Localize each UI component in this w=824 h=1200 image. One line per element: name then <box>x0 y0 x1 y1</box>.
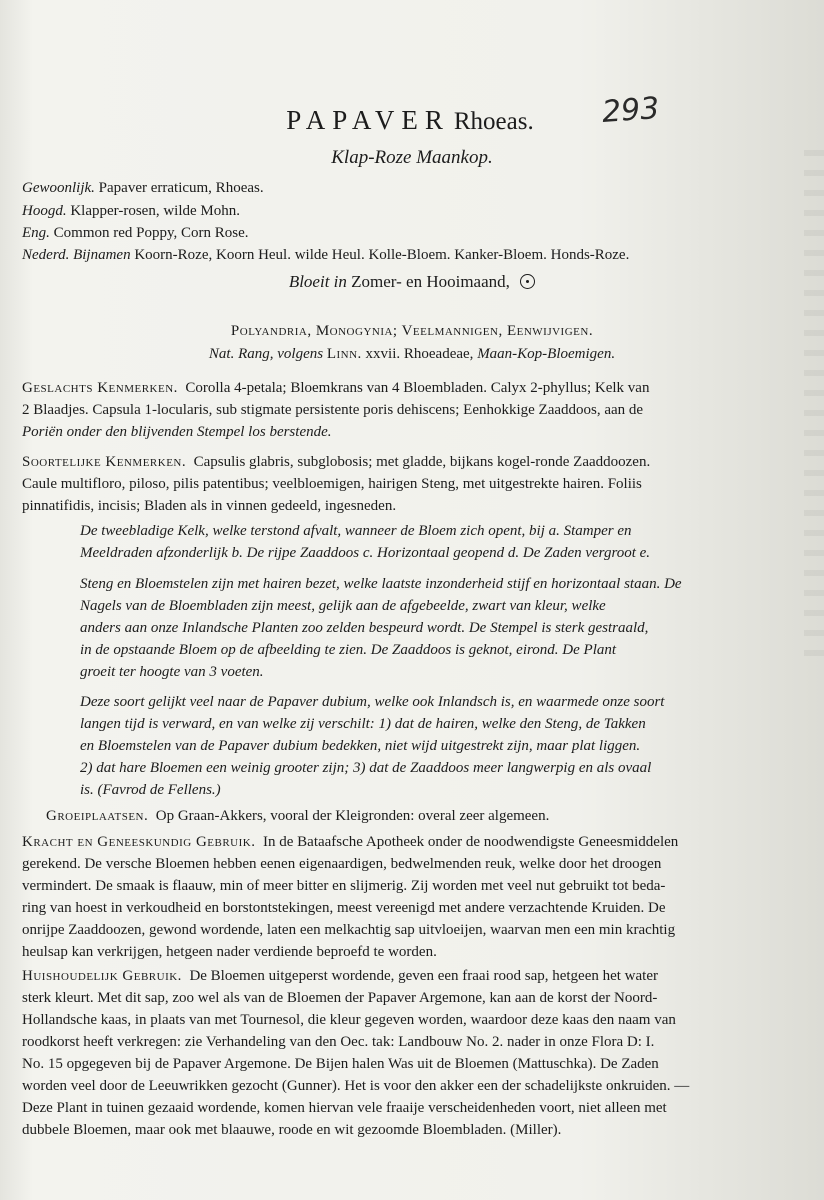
flowering-line <box>0 272 824 292</box>
synonym-text: Koorn-Roze, Koorn Heul. wilde Heul. Kolle-Bloem. Kanker-Bloem. Honds-Roze. <box>134 247 630 263</box>
body-line: anders aan onze Inlandsche Planten zoo zelden bespeurd wordt. De Stempel is sterk gestraald, <box>80 620 649 636</box>
section-heading-household: Huishoudelijk Gebruik. <box>22 968 182 984</box>
section-heading-medicine: Kracht en Geneeskundig Gebruik. <box>22 834 256 850</box>
body-line: dubbele Bloemen, maar ook met blaauwe, roode en wit gezoomde Bloembladen. (Miller). <box>22 1122 562 1138</box>
body-line: gerekend. De versche Bloemen hebben eenen eigenaardigen, bedwelmenden reuk, welke door het droogen <box>22 856 662 872</box>
flowering-prefix: Bloeit in <box>288 272 347 291</box>
section-heading-habitat: Groeiplaatsen. <box>46 808 149 824</box>
body-line: is. (Favrod de Fellens.) <box>80 782 221 798</box>
body-line: in de opstaande Bloem op de afbeelding te zien. De Zaaddoos is geknot, eirond. De Plant <box>80 642 617 658</box>
perennial-symbol-icon <box>520 274 535 289</box>
body-line: 2 Blaadjes. Capsula 1-locularis, sub stigmate persistente poris dehiscens; Eenhokkige Zaaddoos, aan de <box>22 402 644 418</box>
synonym-line <box>22 225 249 242</box>
body-line <box>22 968 658 985</box>
body-line: langen tijd is verward, en van welke zij verschilt: 1) dat de hairen, welke den Steng, de Takken <box>80 716 646 732</box>
body-text: De Bloemen uitgeperst wordende, geven een fraai rood sap, hetgeen het water <box>189 968 658 984</box>
body-line: ring van hoest in verkoudheid en borstontstekingen, meest vereenigd met andere verzachtende Kruiden. De <box>22 900 666 916</box>
body-line: sterk kleurt. Met dit sap, zoo wel als van de Bloemen der Papaver Argemone, kan aan de korst der Noord- <box>22 990 658 1006</box>
flowering-text: Zomer- en Hooimaand, <box>351 272 510 291</box>
body-line: Nagels van de Bloembladen zijn meest, gelijk aan de afgebeelde, zwart van kleur, welke <box>80 598 606 614</box>
dutch-name: Klap-Roze Maankop. <box>331 147 493 168</box>
body-text: Capsulis glabris, subglobosis; met gladde, bijkans kogel-ronde Zaaddoozen. <box>193 454 651 470</box>
body-line: De tweebladige Kelk, welke terstond afvalt, wanneer de Bloem zich opent, bij a. Stamper en <box>80 523 632 539</box>
synonym-text: Common red Poppy, Corn Rose. <box>53 225 249 241</box>
body-text: Op Graan-Akkers, vooral der Kleigronden: overal zeer algemeen. <box>155 808 550 824</box>
body-line: Hollandsche kaas, in plaats van met Tournesol, die kleur gegeven worden, waardoor deze kaas den naam van <box>22 1012 676 1028</box>
body-line: 2) dat hare Bloemen een weinig grooter zijn; 3) dat de Zaaddoos meer langwerpig en als ovaal <box>80 760 652 776</box>
species-name: Rhoeas. <box>453 108 534 135</box>
body-line: worden veel door de Leeuwrikken gezocht (Gunner). Het is voor den akker een der schadelijkste onkruiden. — <box>22 1078 690 1094</box>
body-text: In de Bataafsche Apotheek onder de noodwendigste Geneesmiddelen <box>263 834 679 850</box>
synonym-text: Papaver erraticum, Rhoeas. <box>98 180 264 196</box>
body-line <box>22 834 678 851</box>
body-line <box>22 380 649 397</box>
body-line: pinnatifidis, incisis; Bladen als in vinnen gedeeld, ingesneden. <box>22 498 397 514</box>
synonym-label: Hoogd. <box>22 203 67 219</box>
body-line: Meeldraden afzonderlijk b. De rijpe Zaaddoos c. Horizontaal geopend d. De Zaden vergroot e. <box>80 545 651 561</box>
synonym-line <box>22 203 240 220</box>
body-line: roodkorst heeft verkregen: zie Verhandeling van den Oec. tak: Landbouw No. 2. nader in onze Flora D: I. <box>22 1034 655 1050</box>
natural-rank-order: xxvii. Rhoeadeae, <box>365 346 474 362</box>
body-text: Corolla 4-petala; Bloemkrans van 4 Bloembladen. Calyx 2-phyllus; Kelk van <box>185 380 650 396</box>
body-line: Steng en Bloemstelen zijn met hairen bezet, welke laatste inzonderheid stijf en horizontaal staan. De <box>80 576 682 592</box>
natural-rank-label: Nat. Rang, volgens <box>208 346 324 362</box>
body-line: Deze soort gelijkt veel naar de Papaver dubium, welke ook Inlandsch is, en waarmede onze soort <box>80 694 665 710</box>
natural-rank-dutch: Maan-Kop-Bloemigen. <box>477 346 616 362</box>
section-heading-genus: Geslachts Kenmerken. <box>22 380 178 396</box>
body-line: onrijpe Zaaddoozen, gewond wordende, laten een melkachtig sap uitvloeijen, waarvan men een min krachtig <box>22 922 676 938</box>
linnaean-class: Polyandria, Monogynia; Veelmannigen, Eenwijvigen. <box>230 323 594 339</box>
synonym-label: Gewoonlijk. <box>22 180 95 196</box>
synonym-label: Eng. <box>22 225 50 241</box>
linnaeus-name: Linn. <box>326 346 362 362</box>
body-line: en Bloemstelen van de Papaver dubium bedekken, niet wijd uitgestrekt zijn, maar plat liggen. <box>80 738 641 754</box>
section-heading-species: Soortelijke Kenmerken. <box>22 454 187 470</box>
body-line: Poriën onder den blijvenden Stempel los berstende. <box>22 424 332 440</box>
synonym-line <box>22 180 264 197</box>
synonym-line <box>22 247 629 264</box>
body-line: vermindert. De smaak is flaauw, min of meer bitter en slijmerig. Zij worden met veel nut gebruikt tot beda- <box>22 878 666 894</box>
pencil-annotation: 293 <box>600 91 661 130</box>
body-line <box>46 808 549 825</box>
body-line <box>22 454 650 471</box>
synonym-text: Klapper-rosen, wilde Mohn. <box>70 203 241 219</box>
body-line: Caule multifloro, piloso, pilis patentibus; veelbloemigen, hairigen Steng, met uitgestrekte hairen. Foliis <box>22 476 642 492</box>
synonym-label: Nederd. Bijnamen <box>22 247 131 263</box>
body-line: No. 15 opgegeven bij de Papaver Argemone. De Bijen halen Was uit de Bloemen (Mattuschka). De Zaden <box>22 1056 659 1072</box>
natural-rank <box>0 346 824 363</box>
genus-name: PAPAVER <box>286 105 450 135</box>
body-line: groeit ter hoogte van 3 voeten. <box>80 664 264 680</box>
body-line: heulsap kan verkrijgen, hetgeen nader verdiende beproefd te worden. <box>22 944 437 960</box>
body-line: Deze Plant in tuinen gezaaid wordende, komen hiervan vele fraaije verscheidenheden voort, niet alleen met <box>22 1100 667 1116</box>
page-title <box>200 105 620 136</box>
